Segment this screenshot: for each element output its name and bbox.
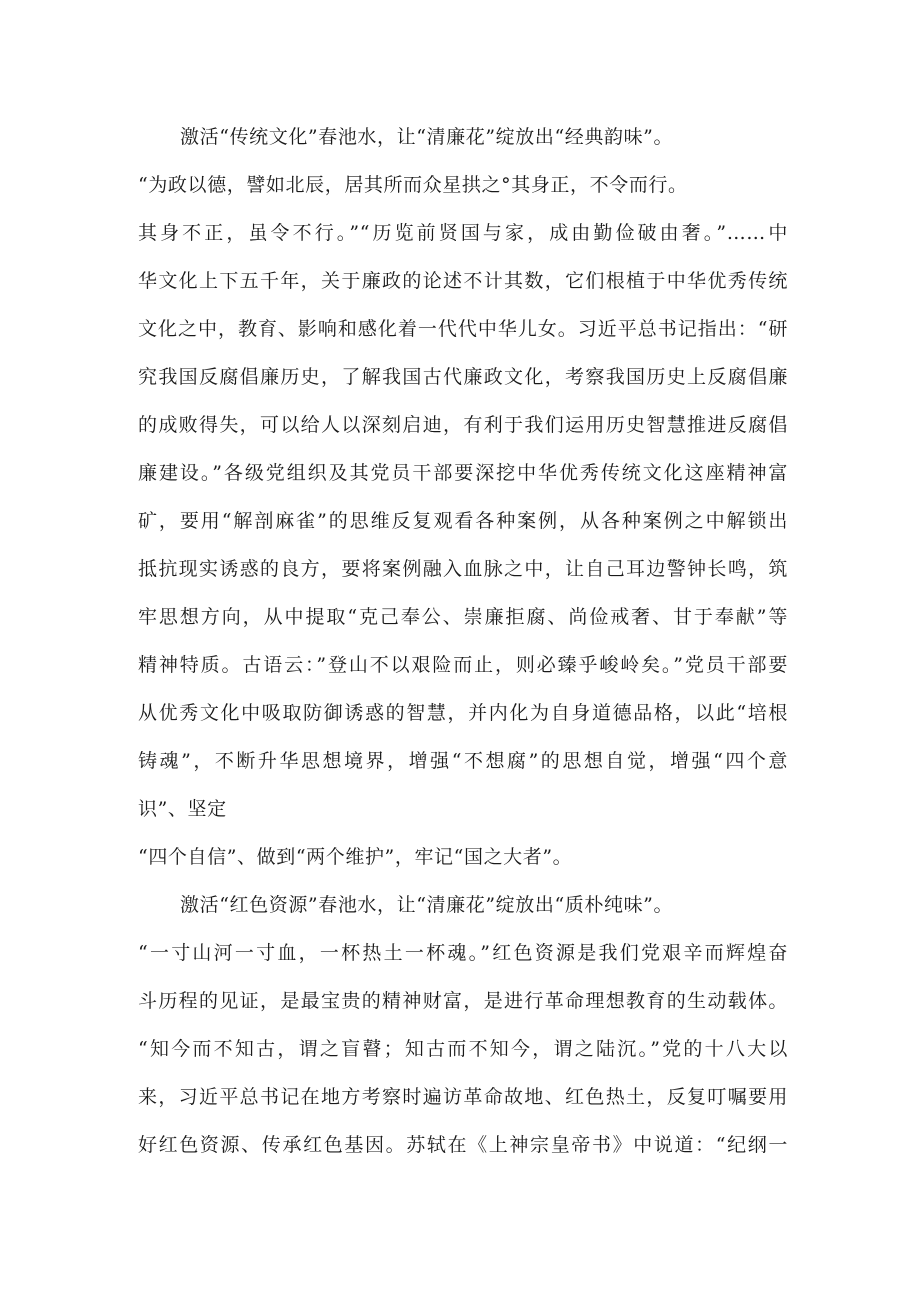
text-line: 好红色资源、传承红色基因。苏轼在《上神宗皇帝书》中说道：“纪纲一 [138,1134,788,1156]
text-line: “一寸山河一寸血，一杯热土一杯魂。”红色资源是我们党艰辛而辉煌奋 [138,942,788,964]
text-line: 来，习近平总书记在地方考察时遍访革命故地、红色热土，反复叮嘱要用 [138,1086,788,1108]
paragraph-heading-red-resources: 激活“红色资源”春池水，让“清廉花”绽放出“质朴纯味”。 [180,894,674,916]
text-line: 矿，要用“解剖麻雀”的思维反复观看各种案例，从各种案例之中解锁出 [138,510,788,532]
text-line: 其身不正，虽令不行。”“历览前贤国与家，成由勤俭破由奢。”……中 [138,222,788,244]
paragraph-heading-traditional-culture: 激活“传统文化”春池水，让“清廉花”绽放出“经典韵味”。 [180,126,674,148]
text-line: “四个自信”、做到“两个维护”，牢记“国之大者”。 [138,846,573,868]
text-line: 精神特质。古语云：”登山不以艰险而止，则必臻乎峻岭矣。”党员干部要 [138,654,788,676]
text-line: 究我国反腐倡廉历史，了解我国古代廉政文化，考察我国历史上反腐倡廉 [138,366,788,388]
text-line: 廉建设。”各级党组织及其党员干部要深挖中华优秀传统文化这座精神富 [138,462,788,484]
text-line: 的成败得失，可以给人以深刻启迪，有利于我们运用历史智慧推进反腐倡 [138,414,788,436]
text-line: 从优秀文化中吸取防御诱惑的智慧，并内化为自身道德品格，以此“培根 [138,702,788,724]
text-line: 文化之中，教育、影响和感化着一代代中华儿女。习近平总书记指出：“研 [138,318,788,340]
text-line: 铸魂”，不断升华思想境界，增强“不想腐”的思想自觉，增强“四个意 [138,750,788,772]
text-line: 牢思想方向，从中提取“克己奉公、崇廉拒腐、尚俭戒奢、甘于奉献”等 [138,606,788,628]
text-line: “为政以德，譬如北辰，居其所而众星拱之°其身正，不令而行。 [138,174,688,196]
text-line: “知今而不知古，谓之盲瞽；知古而不知今，谓之陆沉。”党的十八大以 [138,1038,788,1060]
text-line: 斗历程的见证，是最宝贵的精神财富，是进行革命理想教育的生动载体。 [138,990,788,1012]
text-line: 华文化上下五千年，关于廉政的论述不计其数，它们根植于中华优秀传统 [138,270,788,292]
text-line: 抵抗现实诱惑的良方，要将案例融入血脉之中，让自己耳边警钟长鸣，筑 [138,558,788,580]
text-line: 识”、坚定 [138,798,227,820]
